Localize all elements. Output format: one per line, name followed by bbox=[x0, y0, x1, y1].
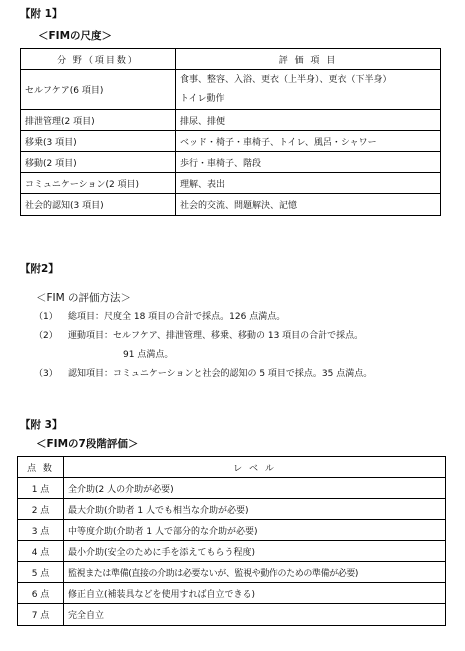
row-items: ベッド・椅子・車椅子、トイレ、風呂・シャワー bbox=[176, 131, 441, 152]
table-row bbox=[21, 152, 441, 173]
row-level: 完全自立 bbox=[64, 604, 446, 626]
table-row bbox=[18, 478, 446, 499]
row-category: 社会的認知(3 項目) bbox=[21, 194, 176, 216]
method-line-2 bbox=[34, 328, 363, 341]
row-items: 理解、表出 bbox=[176, 173, 441, 194]
header-score: 点 数 bbox=[18, 457, 64, 478]
row-score: 3 点 bbox=[18, 520, 64, 541]
table-row bbox=[18, 562, 446, 583]
method-line-2-continuation: 91 点満点。 bbox=[123, 350, 174, 360]
header-items: 評 価 項 目 bbox=[176, 49, 441, 70]
table-row bbox=[21, 131, 441, 152]
row-items-line1: 食事、整容、入浴、更衣（上半身）、更衣（下半身） bbox=[180, 74, 392, 85]
method-text: 運動項目：セルフケア、排泄管理、移乗、移動の 13 項目の合計で採点。 bbox=[68, 331, 364, 341]
row-score: 6 点 bbox=[18, 583, 64, 604]
row-score: 5 点 bbox=[18, 562, 64, 583]
row-score: 7 点 bbox=[18, 604, 64, 626]
method-line-1 bbox=[34, 309, 285, 322]
table-row bbox=[21, 173, 441, 194]
table-row bbox=[18, 583, 446, 604]
fim-levels-table bbox=[17, 456, 446, 626]
row-category: 移動(2 項目) bbox=[21, 152, 176, 173]
appendix1-label: 【附 1】 bbox=[20, 8, 63, 20]
row-score: 2 点 bbox=[18, 499, 64, 520]
row-score: 4 点 bbox=[18, 541, 64, 562]
row-level: 最大介助(介助者 1 人でも相当な介助が必要) bbox=[64, 499, 446, 520]
table-row bbox=[18, 541, 446, 562]
table-header-row bbox=[18, 457, 446, 478]
row-items: 社会的交流、問題解決、記憶 bbox=[176, 194, 441, 216]
table-row bbox=[18, 604, 446, 626]
row-items-line2: トイレ動作 bbox=[180, 93, 225, 104]
row-items: 排尿、排便 bbox=[176, 110, 441, 131]
method-text: 認知項目：コミュニケーションと社会的認知の 5 項目で採点。35 点満点。 bbox=[68, 369, 373, 379]
appendix2-label: 【附2】 bbox=[20, 263, 59, 275]
row-category: セルフケア(6 項目) bbox=[21, 70, 176, 110]
appendix2-title: ＜FIM の評価方法＞ bbox=[36, 292, 132, 304]
row-category: 排泄管理(2 項目) bbox=[21, 110, 176, 131]
table-row bbox=[21, 110, 441, 131]
row-level: 最小介助(安全のために手を添えてもらう程度) bbox=[64, 541, 446, 562]
row-category: コミュニケーション(2 項目) bbox=[21, 173, 176, 194]
method-line-3 bbox=[34, 366, 372, 379]
row-level: 修正自立(補装具などを使用すれば自立できる) bbox=[64, 583, 446, 604]
row-items: 歩行・車椅子、階段 bbox=[176, 152, 441, 173]
method-num: （2） bbox=[34, 331, 58, 341]
method-num: （3） bbox=[34, 369, 58, 379]
row-score: 1 点 bbox=[18, 478, 64, 499]
table-header-row bbox=[21, 49, 441, 70]
row-items bbox=[176, 70, 441, 110]
row-category: 移乗(3 項目) bbox=[21, 131, 176, 152]
appendix3-label: 【附 3】 bbox=[20, 419, 63, 431]
row-level: 監視または準備(直接の介助は必要ないが、監視や動作のための準備が必要) bbox=[64, 562, 446, 583]
method-num: （1） bbox=[34, 312, 58, 322]
header-category: 分 野（項目数） bbox=[21, 49, 176, 70]
table-row bbox=[18, 520, 446, 541]
appendix1-title: ＜FIMの尺度＞ bbox=[38, 30, 113, 42]
row-level: 全介助(2 人の介助が必要) bbox=[64, 478, 446, 499]
appendix3-title: ＜FIMの7段階評価＞ bbox=[36, 438, 139, 450]
table-row bbox=[18, 499, 446, 520]
table-row bbox=[21, 70, 441, 110]
fim-scale-table bbox=[20, 48, 441, 216]
method-text: 総項目：尺度全 18 項目の合計で採点。126 点満点。 bbox=[68, 312, 286, 322]
row-level: 中等度介助(介助者 1 人で部分的な介助が必要) bbox=[64, 520, 446, 541]
header-level: レ ベ ル bbox=[64, 457, 446, 478]
table-row bbox=[21, 194, 441, 216]
